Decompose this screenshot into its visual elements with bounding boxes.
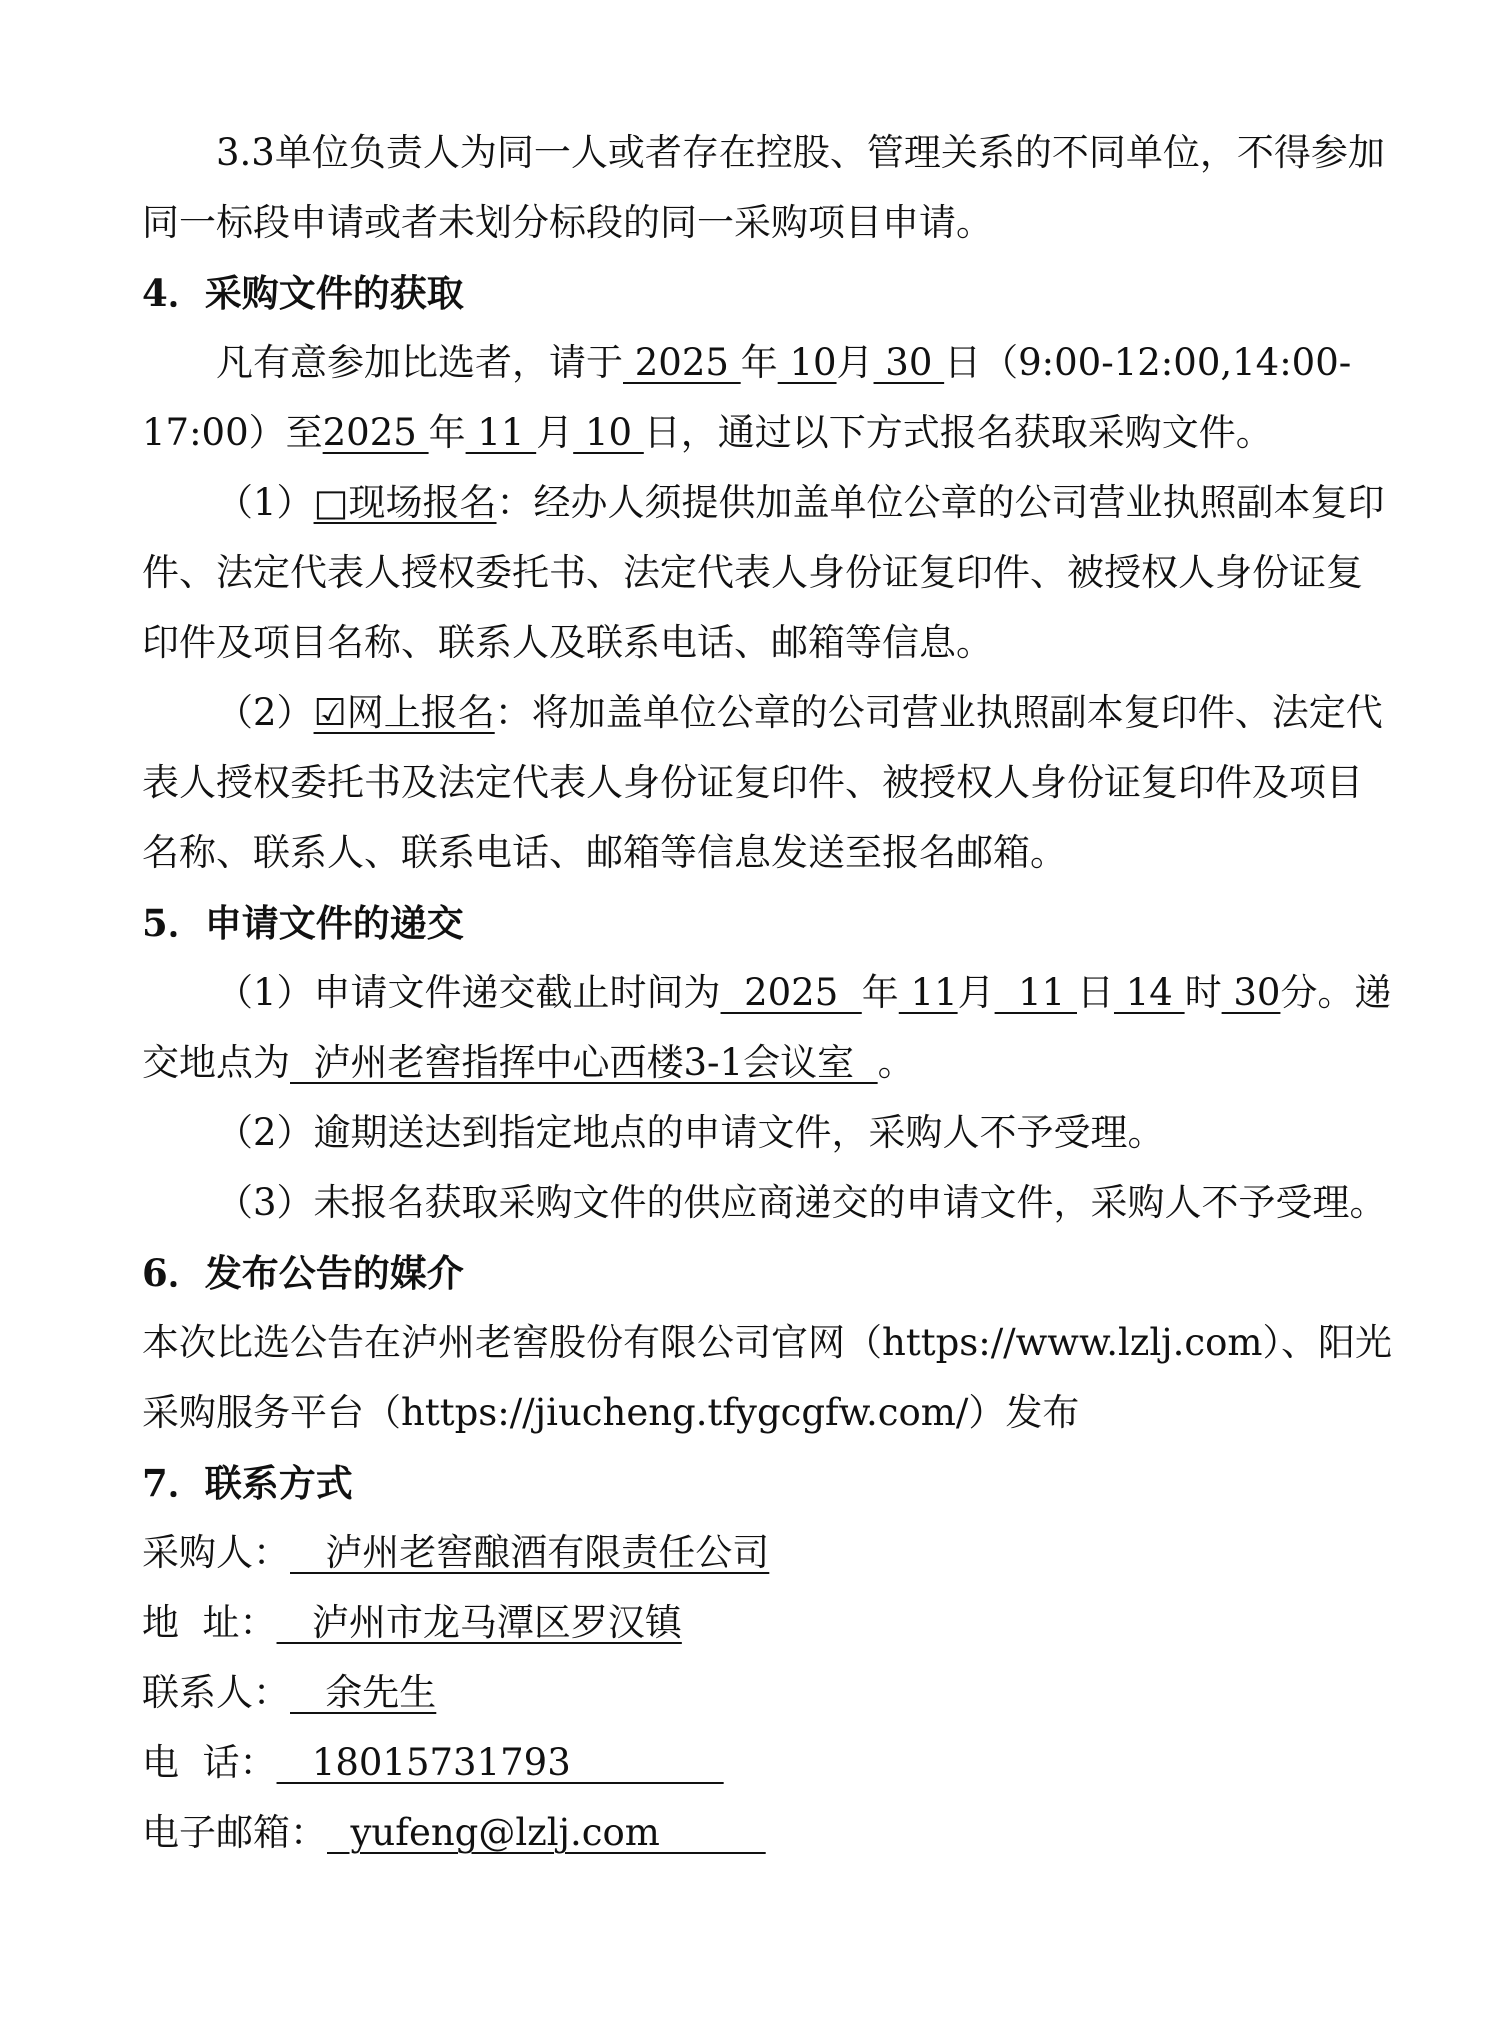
- method-online-label: ☑网上报名: [313, 691, 495, 734]
- address-label: 地 址：: [142, 1601, 277, 1644]
- section-5-heading: 5．申请文件的递交: [142, 901, 464, 945]
- month-unit: 月: [836, 341, 874, 384]
- submission-deadline: [142, 958, 1398, 1098]
- buyer-label: 采购人：: [142, 1531, 290, 1574]
- section-7-heading: 7．联系方式: [142, 1461, 353, 1505]
- start-day: 30: [873, 341, 945, 384]
- intro-text: 凡有意参加比选者，请于: [216, 341, 623, 384]
- section-6-heading: 6．发布公告的媒介: [142, 1251, 464, 1295]
- section-4-intro: [142, 328, 1398, 468]
- method-online-prefix: （2）: [216, 691, 314, 734]
- phone-row: [142, 1728, 1398, 1798]
- start-year: 2025: [623, 341, 741, 384]
- deadline-text: （1）申请文件递交截止时间为: [216, 971, 721, 1014]
- late-submission-note: （2）逾期送达到指定地点的申请文件，采购人不予受理。: [216, 1111, 1165, 1154]
- end-month: 11: [465, 411, 537, 454]
- year-unit: 年: [428, 411, 466, 454]
- address-row: [142, 1588, 1398, 1658]
- day-unit: 日: [1076, 971, 1114, 1014]
- hour-unit: 时: [1184, 971, 1222, 1014]
- phone-label: 电 话：: [142, 1741, 277, 1784]
- media-text: 本次比选公告在泸州老窖股份有限公司官网（https://www.lzlj.com）、阳光采购服务平台（https://jiucheng.tfygcgfw.com/）发布: [142, 1321, 1392, 1434]
- contact-row: [142, 1658, 1398, 1728]
- end-day: 10: [573, 411, 644, 454]
- minute-unit-text: 分。递交地点为: [142, 971, 1392, 1084]
- end-year: 2025: [322, 411, 429, 454]
- period: 。: [877, 1041, 915, 1084]
- address-value: 泸州市龙马潭区罗汉镇: [276, 1601, 682, 1644]
- deadline-hour: 14: [1113, 971, 1185, 1014]
- method-onsite-text: ：经办人须提供加盖单位公章的公司营业执照副本复印件、法定代表人授权委托书、法定代表人身份证复印件、被授权人身份证复印件及项目名称、联系人及联系电话、邮箱等信息。: [142, 481, 1385, 664]
- email-label: 电子邮箱：: [142, 1811, 327, 1854]
- phone-value: 18015731793: [276, 1741, 724, 1784]
- contact-label: 联系人：: [142, 1671, 290, 1714]
- deadline-year: 2025: [720, 971, 862, 1014]
- document-body: [142, 118, 1398, 1868]
- method-onsite-prefix: （1）: [216, 481, 314, 524]
- section-4-heading: 4．采购文件的获取: [142, 271, 464, 315]
- start-month: 10: [777, 341, 837, 384]
- email-row: [142, 1798, 1398, 1868]
- clause-3-3: 3.3单位负责人为同一人或者存在控股、管理关系的不同单位，不得参加同一标段申请或者未划分标段的同一采购项目申请。: [142, 131, 1385, 244]
- submission-place: 泸州老窖指挥中心西楼3-1会议室: [290, 1041, 878, 1084]
- year-unit: 年: [740, 341, 778, 384]
- deadline-minute: 30: [1221, 971, 1281, 1014]
- intro-end-text: 日，通过以下方式报名获取采购文件。: [643, 411, 1273, 454]
- method-online-text: ：将加盖单位公章的公司营业执照副本复印件、法定代表人授权委托书及法定代表人身份证复印件、被授权人身份证复印件及项目名称、联系人、联系电话、邮箱等信息发送至报名邮箱。: [142, 691, 1383, 874]
- buyer-value: 泸州老窖酿酒有限责任公司: [290, 1531, 770, 1574]
- method-onsite-label: □现场报名: [313, 481, 497, 524]
- deadline-day: 11: [994, 971, 1077, 1014]
- method-onsite: [142, 468, 1398, 678]
- contact-value: 余先生: [290, 1671, 437, 1714]
- unregistered-note: （3）未报名获取采购文件的供应商递交的申请文件，采购人不予受理。: [216, 1181, 1387, 1224]
- email-value: yufeng@lzlj.com: [327, 1811, 766, 1854]
- deadline-month: 11: [898, 971, 958, 1014]
- method-online: [142, 678, 1398, 888]
- buyer-row: [142, 1518, 1398, 1588]
- month-unit: 月: [957, 971, 995, 1014]
- year-unit: 年: [861, 971, 899, 1014]
- month-unit: 月: [536, 411, 574, 454]
- time-range-text: 日（9:00-12:00,14:00-17:00）至: [142, 341, 1352, 454]
